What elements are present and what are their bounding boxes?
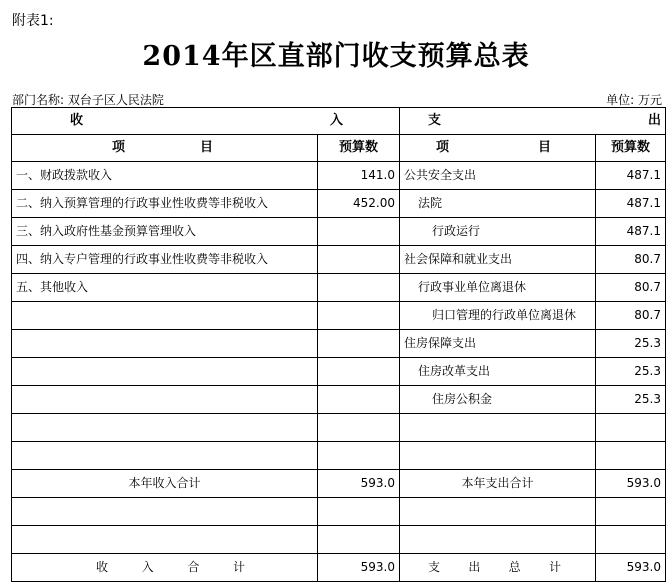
expense-value-cell: 487.1 [596, 190, 666, 218]
income-value-cell [318, 274, 400, 302]
department-name: 部门名称: 双台子区人民法院 [12, 93, 164, 107]
expense-value-cell: 80.7 [596, 274, 666, 302]
expense-header-left: 支 [428, 113, 442, 128]
income-item-header [12, 135, 318, 162]
expense-value-cell: 25.3 [596, 330, 666, 358]
blank-cell [12, 498, 318, 526]
expense-value-cell: 80.7 [596, 246, 666, 274]
income-header-left: 收 [70, 113, 84, 128]
income-item-cell [12, 386, 318, 414]
blank-cell [400, 526, 596, 554]
table-row [12, 414, 666, 442]
expense-value-cell [596, 414, 666, 442]
table-row [12, 190, 666, 218]
grand-total-expense-value: 593.0 [596, 554, 666, 582]
expense-item-cell: 住房保障支出 [400, 330, 596, 358]
income-budget-header: 预算数 [318, 135, 400, 162]
blank-cell [12, 526, 318, 554]
subtotal-expense-value: 593.0 [596, 470, 666, 498]
grand-total-income-label [12, 554, 318, 582]
table-row [12, 330, 666, 358]
income-value-cell [318, 246, 400, 274]
table-row [12, 162, 666, 190]
grand-total-income-label-char: 收 [96, 560, 109, 574]
expense-item-cell: 住房改革支出 [400, 358, 596, 386]
subtotal-income-label: 本年收入合计 [12, 470, 318, 498]
grand-total-income-label-char: 入 [141, 560, 154, 574]
blank-row [12, 498, 666, 526]
grand-total-income-label-char: 合 [187, 560, 200, 574]
grand-total-income-value: 593.0 [318, 554, 400, 582]
expense-header-right: 出 [647, 113, 661, 128]
expense-item-header [400, 135, 596, 162]
grand-total-expense-label-char: 总 [508, 560, 521, 574]
blank-cell [596, 526, 666, 554]
section-header-row [12, 108, 666, 135]
expense-value-cell: 80.7 [596, 302, 666, 330]
expense-item-cell [400, 414, 596, 442]
subtotal-row [12, 470, 666, 498]
expense-item-cell: 行政事业单位离退休 [400, 274, 596, 302]
blank-row [12, 526, 666, 554]
expense-value-cell: 487.1 [596, 218, 666, 246]
table-row [12, 218, 666, 246]
income-value-cell [318, 218, 400, 246]
expense-item-cell: 住房公积金 [400, 386, 596, 414]
income-item-cell: 二、纳入预算管理的行政事业性收费等非税收入 [12, 190, 318, 218]
expense-item-header-right: 目 [537, 140, 551, 155]
income-item-cell: 五、其他收入 [12, 274, 318, 302]
grand-total-expense-label-char: 计 [548, 560, 561, 574]
budget-table [11, 107, 666, 582]
table-row [12, 246, 666, 274]
subtotal-expense-label: 本年支出合计 [400, 470, 596, 498]
subtotal-income-value: 593.0 [318, 470, 400, 498]
expense-value-cell: 25.3 [596, 358, 666, 386]
income-value-cell [318, 302, 400, 330]
attachment-label: 附表1: [12, 13, 54, 29]
table-row [12, 442, 666, 470]
expense-item-cell [400, 442, 596, 470]
expense-item-header-left: 项 [436, 140, 450, 155]
page-title: 2014年区直部门收支预算总表 [142, 41, 530, 72]
expense-item-cell: 法院 [400, 190, 596, 218]
income-header-right: 入 [329, 113, 343, 128]
income-item-cell: 四、纳入专户管理的行政事业性收费等非税收入 [12, 246, 318, 274]
income-value-cell [318, 330, 400, 358]
income-item-header-left: 项 [112, 140, 126, 155]
grand-total-expense-label-char: 支 [428, 560, 441, 574]
income-value-cell [318, 414, 400, 442]
table-row [12, 302, 666, 330]
table-row [12, 358, 666, 386]
blank-cell [318, 498, 400, 526]
expense-value-cell [596, 442, 666, 470]
income-item-cell [12, 302, 318, 330]
expense-item-cell: 公共安全支出 [400, 162, 596, 190]
income-item-cell [12, 330, 318, 358]
unit-label: 单位: 万元 [606, 93, 662, 107]
blank-cell [318, 526, 400, 554]
expense-value-cell: 25.3 [596, 386, 666, 414]
income-item-cell [12, 358, 318, 386]
expense-item-cell: 归口管理的行政单位离退休 [400, 302, 596, 330]
income-value-cell [318, 442, 400, 470]
grand-total-expense-label [400, 554, 596, 582]
income-value-cell: 141.0 [318, 162, 400, 190]
grand-total-row [12, 554, 666, 582]
grand-total-expense-label-char: 出 [468, 560, 481, 574]
column-header-row [12, 135, 666, 162]
expense-value-cell: 487.1 [596, 162, 666, 190]
expense-item-cell: 行政运行 [400, 218, 596, 246]
income-section-header [12, 108, 400, 135]
income-value-cell [318, 358, 400, 386]
expense-section-header [400, 108, 666, 135]
income-item-header-right: 目 [199, 140, 213, 155]
table-row [12, 386, 666, 414]
income-item-cell [12, 414, 318, 442]
income-item-cell [12, 442, 318, 470]
income-item-cell: 三、纳入政府性基金预算管理收入 [12, 218, 318, 246]
expense-budget-header: 预算数 [596, 135, 666, 162]
expense-item-cell: 社会保障和就业支出 [400, 246, 596, 274]
income-value-cell [318, 386, 400, 414]
blank-cell [596, 498, 666, 526]
blank-cell [400, 498, 596, 526]
table-row [12, 274, 666, 302]
income-item-cell: 一、财政拨款收入 [12, 162, 318, 190]
grand-total-income-label-char: 计 [232, 560, 245, 574]
income-value-cell: 452.00 [318, 190, 400, 218]
